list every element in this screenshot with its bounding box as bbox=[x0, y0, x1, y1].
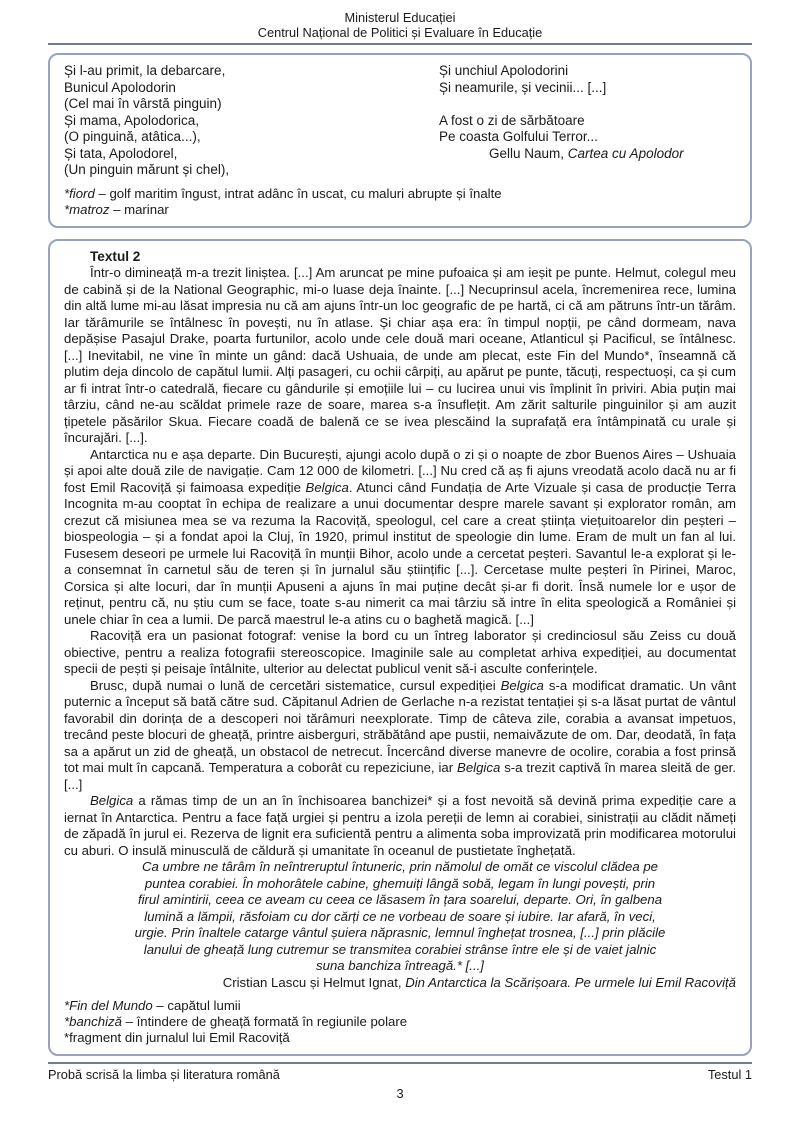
footer-test-label: Testul 1 bbox=[707, 1067, 752, 1082]
page-header bbox=[48, 10, 752, 45]
poem-footnotes bbox=[64, 186, 736, 218]
page-number: 3 bbox=[396, 1086, 404, 1101]
footer-row bbox=[48, 1067, 752, 1082]
text2-paragraph: Racoviță era un pasionat fotograf: venise la bord cu un întreg laborator și credinciosul său Zeiss cu două obiective, pentru a realiza fotografii stereoscopice. Imaginile sale au completat arhiva expediției, au documentat specii de pești și peisaje întâlnite, ulterior au delectat publicul venit să-i asculte conferințele. bbox=[64, 628, 736, 676]
poem-right-column bbox=[439, 63, 736, 179]
text2-footnotes bbox=[64, 998, 736, 1046]
poem-line: Bunicul Apolodorin bbox=[64, 79, 176, 95]
poem-line: Și unchiul Apolodorini bbox=[439, 63, 569, 78]
poem-line: Și tata, Apolodorel, bbox=[64, 145, 178, 161]
text2-box bbox=[48, 239, 752, 1057]
poem-line: A fost o zi de sărbătoare bbox=[439, 112, 585, 128]
journal-quote: Ca umbre ne târâm în neîntreruptul întuneric, prin nămolul de omăt ce viscolul clădea pe puntea corabiei. În mohorâtele cabine, ghemuiți lângă sobă, legam în lungi povești, prin firul amintirii, ceea ce aveam cu ceea ce lăsasem în țara soarelui, departe. Ori, în galbena lumină a lămpii, răsfoiam cu dor cărți ce ne vorbeau de soare și iubire. Iar afară, în veci, urgie. Prin înaltele catarge vântul șuiera năprasnic, lemnul înghețat trosnea, [...] prin plăcile lanului de gheață lung cutremur se transmitea corabiei strânse între ele și de vaiet jalnic suna banchiza întreagă.* [...] bbox=[134, 859, 666, 973]
footnote-line: *matroz – marinar bbox=[64, 201, 169, 217]
poem-line: (Cel mai în vârstă pinguin) bbox=[64, 96, 222, 111]
poem-attribution: Gellu Naum, Cartea cu Apolodor bbox=[489, 145, 684, 161]
text2-paragraph: Belgica a rămas timp de un an în închisoarea banchizei* și a fost nevoită să devină prima expediție care a iernat în Antarctica. Pentru a face față urgiei și pentru a izola pereții de lemn ai corabiei, sinistrații au clădit nămeți de zăpadă în jurul ei. Rezerva de lignit era suficientă pentru a alimenta soba improvizată prin modificarea motorului cu aburi. O insulă minusculă de căldură și umanitate în oceanul de pustietate înghețată. bbox=[64, 793, 736, 858]
text2-title: Textul 2 bbox=[90, 248, 141, 264]
header-subtitle: Centrul Național de Politici și Evaluare în Educație bbox=[257, 25, 543, 40]
footnote-line: *Fin del Mundo – capătul lumii bbox=[64, 998, 241, 1013]
footnote-line: *banchiză – întindere de gheață formată în regiunile polare bbox=[64, 1014, 408, 1029]
poem-left-column bbox=[64, 63, 439, 179]
poem-spacer bbox=[439, 96, 736, 113]
poem-box bbox=[48, 53, 752, 228]
poem-line: Și neamurile, și vecinii... [...] bbox=[439, 79, 607, 95]
page-footer bbox=[48, 1062, 752, 1101]
text2-paragraph: Antarctica nu e așa departe. Din București, ajungi acolo după o zi și o noapte de zbor Buenos Aires – Ushuaia și apoi alte două zile de navigație. Cam 12 000 de kilometri. [...] Nu cred că aș fi ajuns vreodată acolo dacă nu ar fi fost Emil Racoviță și faimoasa expediție Belgica. Atunci când Fundația de Arte Vizuale și casa de producție Terra Incognita m-au cooptat în echipa de realizare a unui documentar despre marele savant și explorator român, am crezut că misiunea mea se va rezuma la Racoviță, speologul, cel care a creat știința viețuitoarelor din peșteri – biospeologia – și a fondat apoi la Cluj, în 1920, primul institut de speologie din lume. Eram de mult un fan al lui. Fusesem deseori pe urmele lui Racoviță în munții Bihor, acolo unde a cercetat peșteri. Savantul le-a explorat și le-a consemnat în carnetul său de teren și în jurnalul său științific [...]. Cercetase multe peșteri în Pirinei, Maroc, Corsica și alte locuri, dar în munții Apuseni a ajuns în mai puține decât și-ar fi dorit. Însă numele lor e ușor de reținut, pentru că, nu știu cum se face, toate s-au nimerit ca mai târziu să intre în elita speologică a României și unele chiar în cea a lumii. De parcă maestrul le-a atins cu o baghetă magică. [...] bbox=[64, 446, 736, 627]
poem-line: Și mama, Apolodorica, bbox=[64, 112, 200, 128]
footnote-line: *fragment din jurnalul lui Emil Racoviță bbox=[64, 1030, 290, 1045]
footnote-line: *fiord – golf maritim îngust, intrat adânc în uscat, cu maluri abrupte și înalte bbox=[64, 185, 502, 201]
footer-exam-name: Probă scrisă la limba și literatura română bbox=[48, 1067, 280, 1082]
header-title: Ministerul Educației bbox=[344, 10, 456, 25]
poem-line: (Un pinguin mărunt și chel), bbox=[64, 162, 230, 177]
text2-paragraph: Brusc, după numai o lună de cercetări sistematice, cursul expediției Belgica s-a modificat dramatic. Un vânt puternic a început să bată către sud. Căpitanul Adrien de Gerlache n-a rezistat tentației și s-a lăsat purtat de vântul favorabil din dorința de a descoperi noi tărâmuri neexplorate. Timp de câteva zile, corabia a avansat impetuos, trecând peste blocuri de gheață, printre aisberguri, străbătând ape pustii, nemaivăzute de om. Dar, deodată, în fața sa a apărut un zid de gheață, un obstacol de netrecut. Încercând diverse manevre de ocolire, corabia a fost prinsă tot mai mult în capcană. Temperatura a coborât cu repeziciune, iar Belgica s-a trezit captivă în marea sleită de ger. [...] bbox=[64, 677, 736, 792]
poem-line: Pe coasta Golfului Terror... bbox=[439, 129, 598, 144]
text2-attribution: Cristian Lascu și Helmut Ignat, Din Antarctica la Scărișoara. Pe urmele lui Emil Racoviță bbox=[222, 974, 736, 990]
poem-line: (O pinguină, atâtica...), bbox=[64, 129, 201, 144]
poem bbox=[64, 63, 736, 179]
text2-paragraph: Într-o dimineață m-a trezit liniștea. [...] Am aruncat pe mine pufoaica și am ieșit pe punte. Helmut, colegul meu de cabină și de la National Geographic, mi-o luase deja înainte. [...] Necuprinsul acela, încremenirea rece, lumina din altă lume mi-au lăsat impresia nu că am ajuns într-un loc geografic de pe hartă, ci că am pătruns într-un tărâm. Iar tărâmurile se întâlnesc în povești, nu în atlase. Și chiar așa era: în timpul nopții, pe când dormeam, nava depășise Pasajul Drake, poarta furtunilor, acolo unde cele două mari oceane, Atlanticul și Pacificul, se întâlnesc. [...] Inevitabil, ne vine în minte un gând: dacă Ushuaia, de unde am plecat, este Fin del Mundo*, înseamnă că plutim deja dincolo de capătul lumii. Alți pasageri, cu ochii cârpiți, au apărut pe punte, tăcuți, respectuoși, ca și cum ar fi intrat într-o catedrală, fiecare cu gândurile și emoțiile lui – cu lucirea unui vis împlinit în priviri. Abia puțin mai târziu, când ne-au scăldat primele raze de soare, marea s-a însuflețit. Am zărit salturile pinguinilor și am auzit țipetele păsărilor Skua. Fiecare coadă de balenă ce se ivea plescăind la suprafață era întâmpinată cu urale și încurajări. [...]. bbox=[64, 265, 736, 445]
poem-line: Și l-au primit, la debarcare, bbox=[64, 63, 226, 78]
